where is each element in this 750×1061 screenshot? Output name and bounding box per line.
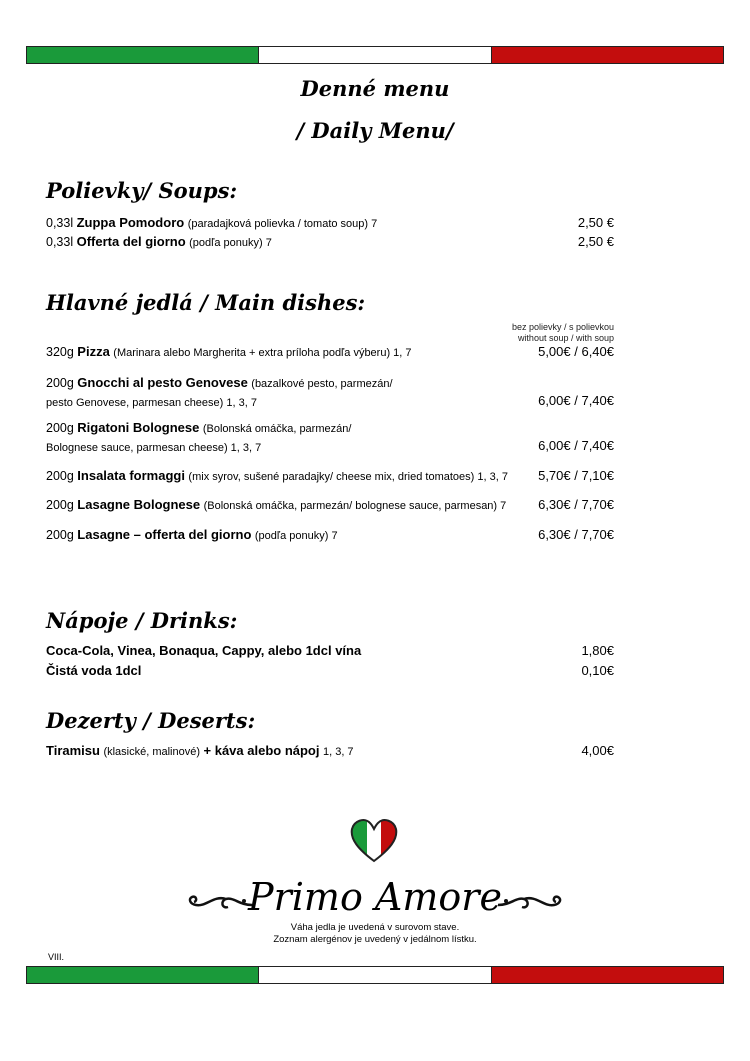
item-price: 2,50 € [577, 215, 614, 230]
item-desc: (podľa ponuky) 7 [189, 237, 272, 249]
logo-text: Primo Amore [248, 875, 502, 919]
menu-title: Denné menu [300, 76, 450, 101]
drink-row-1 [46, 642, 614, 660]
mains-heading: Hlavné jedlá / Main dishes: [46, 290, 366, 315]
stripe-white [259, 47, 491, 63]
stripe-white [259, 967, 491, 983]
item-price: 6,30€ / 7,70€ [538, 497, 614, 512]
menu-subtitle: / Daily Menu/ [296, 118, 454, 143]
qty: 320g [46, 345, 74, 359]
item-price: 6,00€ / 7,40€ [538, 393, 614, 408]
item-price: 6,30€ / 7,70€ [538, 527, 614, 542]
item-desc: (klasické, malinové) [103, 746, 201, 758]
item-name: Lasagne – offerta del giorno [77, 527, 252, 542]
stripe-red [492, 967, 723, 983]
stripe-red [492, 47, 723, 63]
qty: 200g [46, 421, 74, 435]
item-price: 6,00€ / 7,40€ [538, 438, 614, 453]
footer-note-weight: Váha jedla je uvedená v surovom stave. [290, 922, 460, 933]
qty: 0,33l [46, 216, 74, 230]
item-name: Gnocchi al pesto Genovese [77, 375, 248, 390]
item-desc-line2: Bolognese sauce, parmesan cheese) 1, 3, 7 [46, 442, 262, 454]
soup-row-2 [46, 233, 614, 252]
soup-row-1 [46, 214, 614, 233]
item-desc: (podľa ponuky) 7 [254, 530, 338, 542]
item-desc: (mix syrov, sušené paradajky/ cheese mix, dried tomatoes) 1, 3, 7 [188, 471, 508, 483]
item-name: Lasagne Bolognese [77, 497, 201, 512]
price-column-header-line2: without soup / with soup [517, 333, 614, 343]
dessert-row-1 [46, 742, 614, 761]
page-number: VIII. [48, 952, 65, 962]
item-desc-line2: pesto Genovese, parmesan cheese) 1, 3, 7 [46, 397, 257, 409]
main-row-lasagne-offerta [46, 526, 614, 545]
item-price: 2,50 € [577, 234, 614, 249]
item-price: 4,00€ [581, 743, 614, 758]
primo-amore-logo [180, 815, 570, 925]
item-name: Insalata formaggi [77, 468, 185, 483]
stripe-green [27, 967, 259, 983]
drink-row-2 [46, 662, 614, 680]
item-name: Rigatoni Bolognese [77, 420, 200, 435]
item-name: Zuppa Pomodoro [76, 215, 185, 230]
qty: 0,33l [46, 235, 74, 249]
item-name: Coca-Cola, Vinea, Bonaqua, Cappy, alebo 1dcl vína [46, 643, 362, 658]
item-allergens: 1, 3, 7 [322, 746, 354, 758]
desserts-heading: Dezerty / Deserts: [46, 708, 256, 733]
main-row-insalata [46, 467, 614, 486]
item-price: 0,10€ [581, 663, 614, 678]
drinks-heading: Nápoje / Drinks: [46, 608, 238, 633]
item-name: Tiramisu [46, 743, 100, 758]
price-column-header [494, 322, 614, 344]
soups-heading: Polievky/ Soups: [46, 178, 238, 203]
qty: 200g [46, 469, 74, 483]
item-name: Offerta del giorno [76, 234, 186, 249]
qty: 200g [46, 528, 74, 542]
price-column-header-line1: bez polievky / s polievkou [511, 322, 614, 332]
stripe-green [27, 47, 259, 63]
item-name: Pizza [77, 344, 110, 359]
item-name: Čistá voda 1dcl [46, 663, 142, 678]
item-price: 5,00€ / 6,40€ [538, 344, 614, 359]
flourish-right-icon [496, 887, 566, 917]
item-price: 5,70€ / 7,10€ [538, 468, 614, 483]
italian-flag-stripe-bottom [26, 966, 724, 984]
main-row-pizza [46, 343, 614, 362]
item-desc: (Marinara alebo Margherita + extra príloha podľa výberu) 1, 7 [113, 347, 412, 359]
heart-flag-icon [348, 817, 400, 865]
italian-flag-stripe-top [26, 46, 724, 64]
footer-note-allergens: Zoznam alergénov je uvedený v jedálnom lístku. [273, 934, 477, 945]
item-desc: (bazalkové pesto, parmezán/ [251, 378, 393, 390]
item-desc: (paradajková polievka / tomato soup) 7 [187, 218, 378, 230]
item-price: 1,80€ [581, 643, 614, 658]
qty: 200g [46, 498, 74, 512]
main-row-rigatoni [46, 419, 614, 455]
main-row-gnocchi [46, 374, 614, 410]
item-desc: (Bolonská omáčka, parmezán/ [202, 423, 352, 435]
qty: 200g [46, 376, 74, 390]
main-row-lasagne-bolognese [46, 496, 614, 515]
item-name-extra: + káva alebo nápoj [203, 743, 320, 758]
item-desc: (Bolonská omáčka, parmezán/ bolognese sauce, parmesan) 7 [203, 500, 507, 512]
